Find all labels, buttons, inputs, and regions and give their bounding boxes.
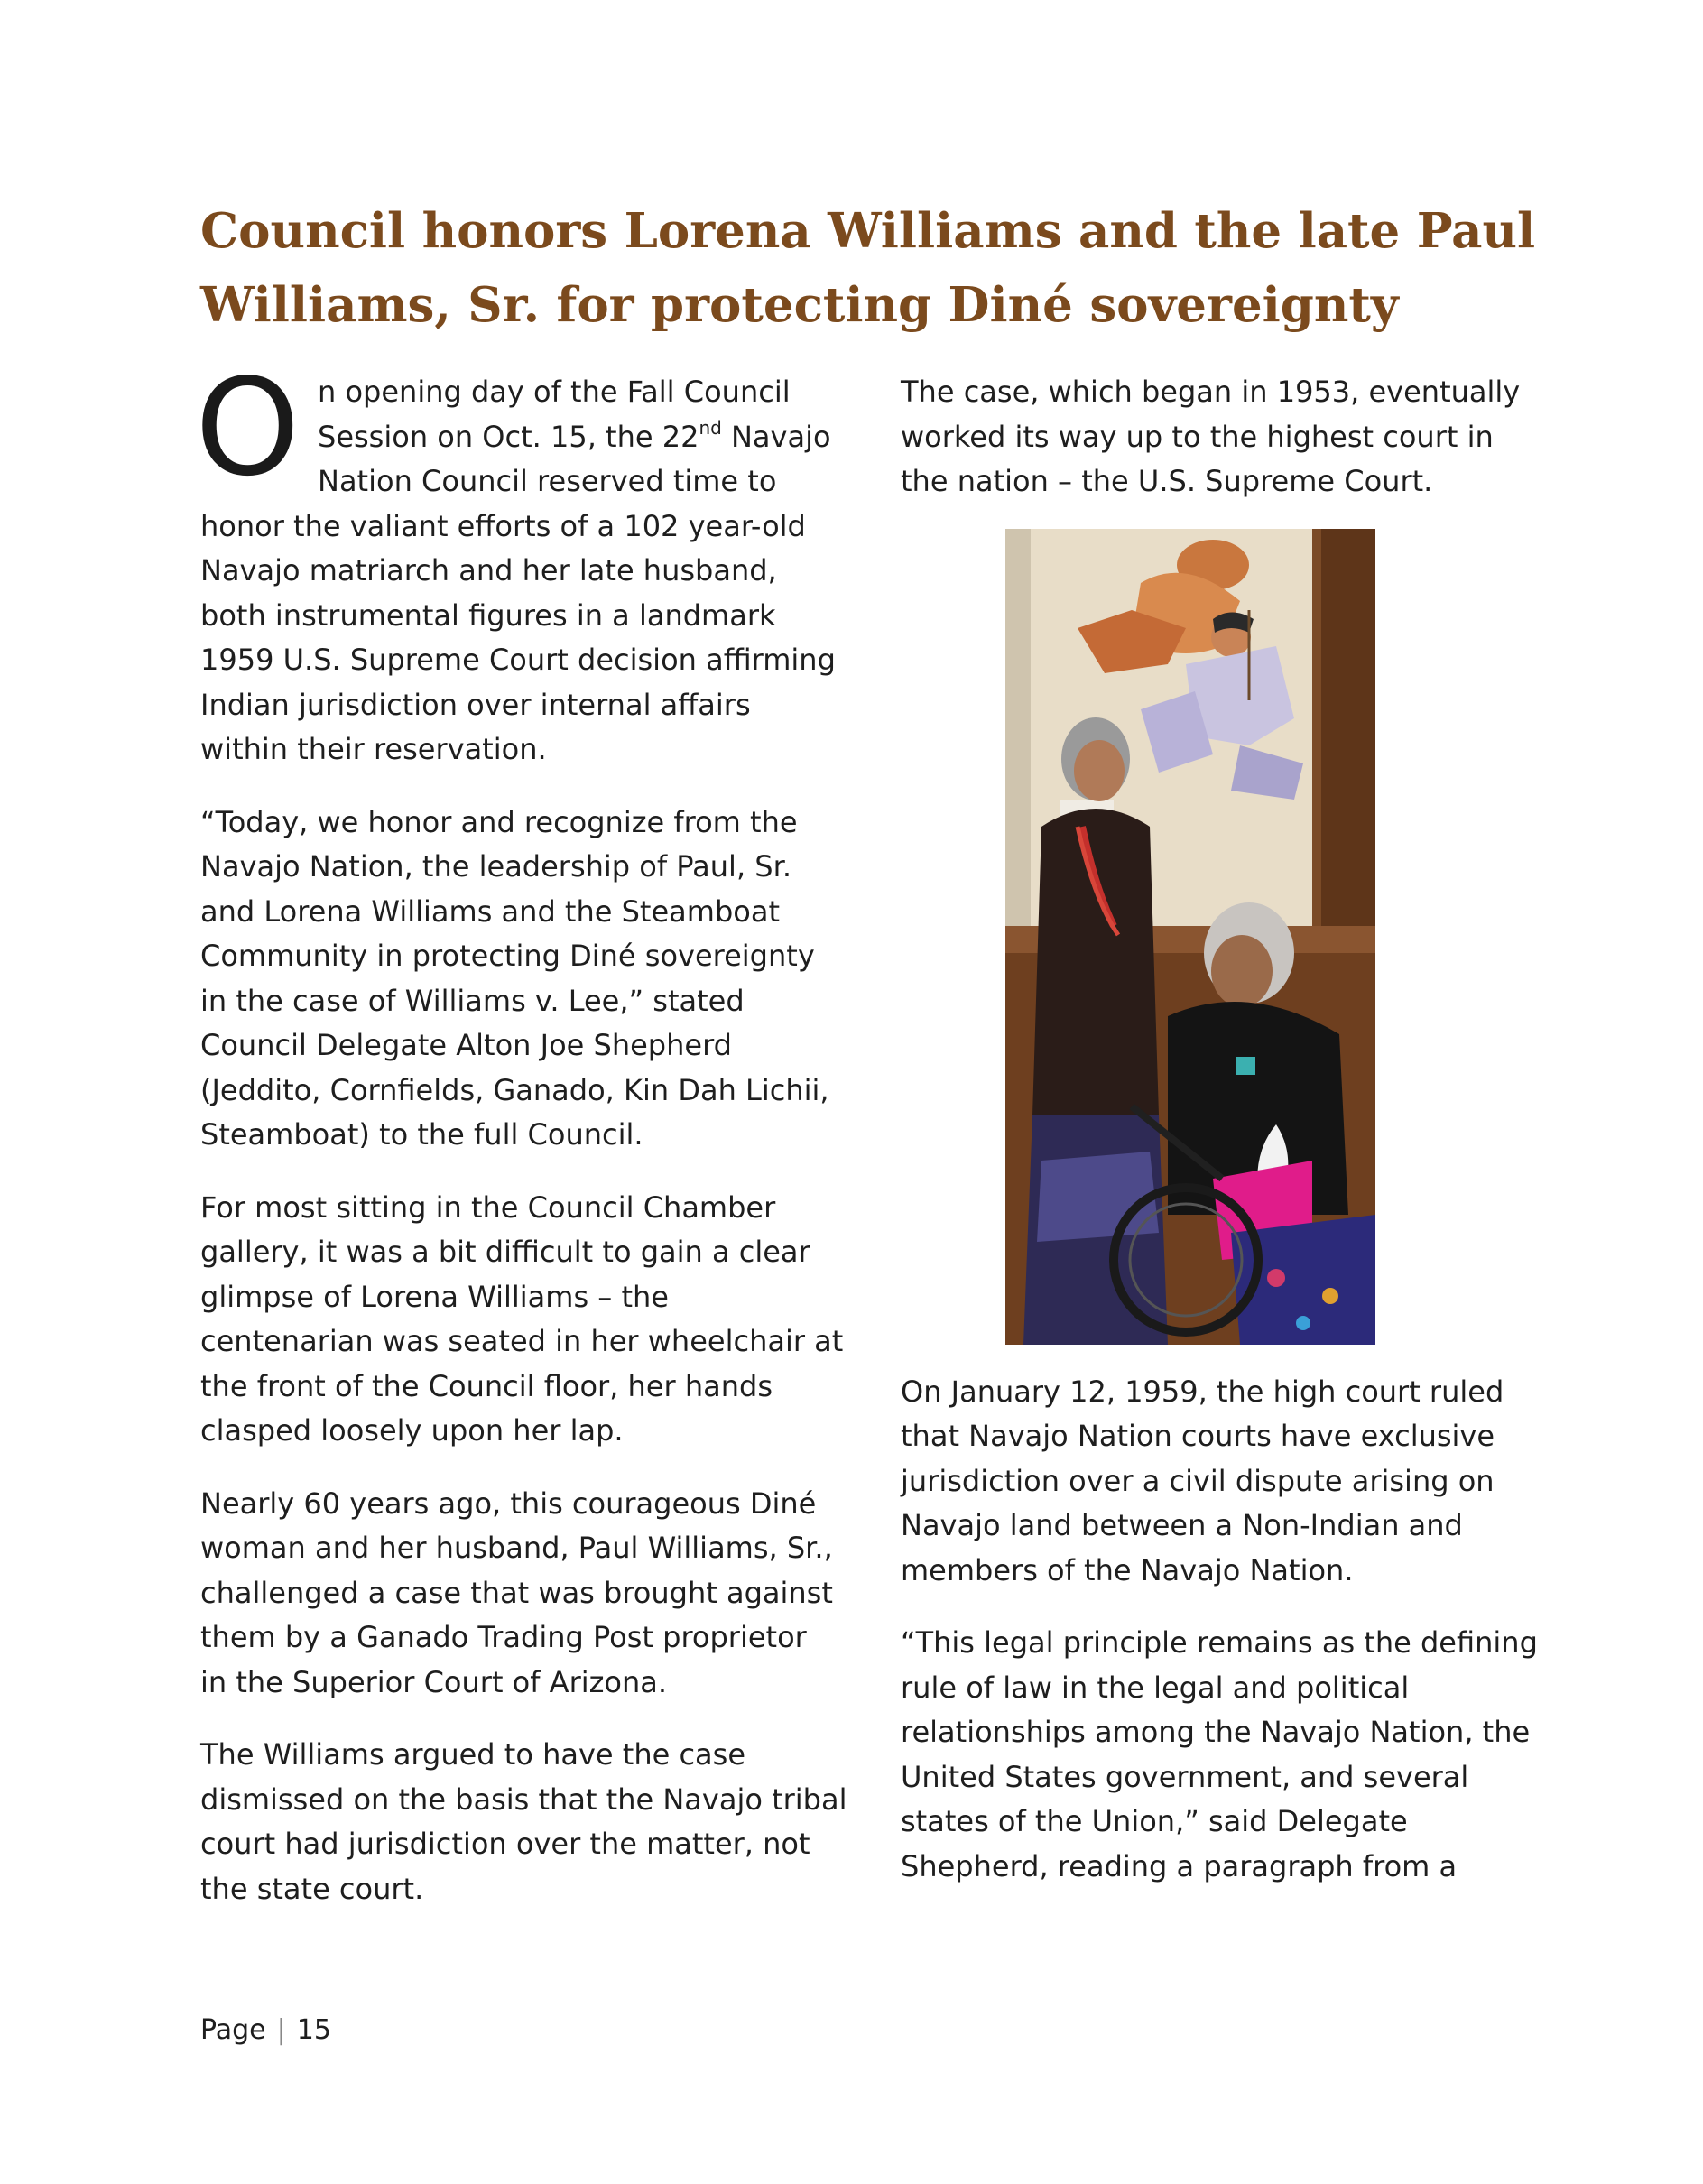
- text-line: and Lorena Williams and the Steamboat: [200, 893, 780, 929]
- drop-cap: O: [195, 350, 301, 505]
- text-line: the state court.: [200, 1871, 424, 1906]
- paragraph-argument: [200, 1733, 847, 1911]
- paragraph-ruling: [901, 1370, 1532, 1594]
- text-line: within their reservation.: [200, 732, 547, 766]
- text-fragment: Navajo: [721, 419, 831, 454]
- text-line: challenged a case that was brought against: [200, 1575, 833, 1610]
- text-line: Navajo land between a Non-Indian and: [901, 1508, 1463, 1542]
- text-line: worked its way up to the highest court in: [901, 419, 1494, 454]
- text-fragment: Session on Oct. 15, the 22: [318, 419, 699, 454]
- paragraph-history: [200, 1482, 833, 1706]
- text-line: Nation Council reserved time to: [318, 464, 777, 498]
- text-line: honor the valiant efforts of a 102 year-old: [200, 508, 806, 543]
- text-line: Navajo Nation, the leadership of Paul, Sr.: [200, 849, 791, 884]
- text-line: that Navajo Nation courts have exclusive: [901, 1419, 1495, 1453]
- text-line: the front of the Council floor, her hands: [200, 1368, 773, 1403]
- footer-separator: |: [276, 2014, 286, 2046]
- article-title: [200, 194, 1536, 342]
- text-line: (Jeddito, Cornfields, Ganado, Kin Dah Lichii,: [200, 1072, 829, 1107]
- text-line: Steamboat) to the full Council.: [200, 1117, 643, 1152]
- title-line-1: Council honors Lorena Williams and the late Paul: [200, 203, 1536, 259]
- text-line: Navajo matriarch and her late husband,: [200, 553, 777, 588]
- text-line: dismissed on the basis that the Navajo tribal: [200, 1781, 847, 1817]
- text-line: clasped loosely upon her lap.: [200, 1413, 624, 1448]
- page-number: 15: [296, 2014, 331, 2046]
- article-photo: [1005, 529, 1375, 1345]
- photo-illustration: [1005, 529, 1375, 1345]
- text-line: woman and her husband, Paul Williams, Sr.,: [200, 1531, 833, 1565]
- paragraph-quote: [200, 800, 829, 1158]
- ordinal-suffix: nd: [699, 416, 722, 439]
- text-line: centenarian was seated in her wheelchair at: [200, 1324, 844, 1358]
- text-line: “This legal principle remains as the defining: [901, 1625, 1538, 1660]
- text-line: Community in protecting Diné sovereignty: [200, 939, 815, 973]
- text-line: The Williams argued to have the case: [200, 1737, 746, 1772]
- text-line: Council Delegate Alton Joe Shepherd: [200, 1028, 732, 1062]
- paragraph-case: [901, 370, 1532, 504]
- text-line: court had jurisdiction over the matter, not: [200, 1827, 810, 1861]
- text-line: Indian jurisdiction over internal affairs: [200, 687, 751, 722]
- text-line: rule of law in the legal and political: [901, 1670, 1410, 1705]
- title-line-2: Williams, Sr. for protecting Diné sovereignty: [200, 277, 1399, 333]
- paragraph-intro: [195, 350, 836, 773]
- left-column: [195, 350, 847, 1939]
- text-line: For most sitting in the Council Chamber: [200, 1189, 776, 1225]
- page-label: Page: [200, 2014, 266, 2046]
- text-line: n opening day of the Fall Council: [318, 375, 791, 409]
- text-line: The case, which began in 1953, eventually: [901, 375, 1521, 409]
- text-line: in the Superior Court of Arizona.: [200, 1664, 668, 1699]
- text-line: both instrumental figures in a landmark: [200, 597, 776, 633]
- text-line: members of the Navajo Nation.: [901, 1552, 1354, 1587]
- paragraph-gallery: [200, 1186, 844, 1454]
- text-line: On January 12, 1959, the high court ruled: [901, 1374, 1504, 1409]
- text-line: Nearly 60 years ago, this courageous Diné: [200, 1485, 817, 1521]
- text-line: in the case of Williams v. Lee,” stated: [200, 983, 745, 1018]
- text-line: states of the Union,” said Delegate: [901, 1804, 1408, 1838]
- text-line: jurisdiction over a civil dispute arising on: [901, 1463, 1495, 1498]
- text-line: Shepherd, reading a paragraph from a: [901, 1848, 1458, 1883]
- text-line: relationships among the Navajo Nation, the: [901, 1715, 1531, 1749]
- text-line: gallery, it was a bit difficult to gain a clear: [200, 1235, 810, 1269]
- text-line: United States government, and several: [901, 1759, 1469, 1794]
- text-line: glimpse of Lorena Williams – the: [200, 1279, 669, 1314]
- text-line: the nation – the U.S. Supreme Court.: [901, 464, 1433, 498]
- page-footer: [200, 2013, 331, 2049]
- text-line: them by a Ganado Trading Post proprietor: [200, 1620, 807, 1654]
- paragraph-legal-principle: [901, 1621, 1538, 1889]
- text-line: 1959 U.S. Supreme Court decision affirming: [200, 643, 836, 677]
- text-line: “Today, we honor and recognize from the: [200, 804, 798, 839]
